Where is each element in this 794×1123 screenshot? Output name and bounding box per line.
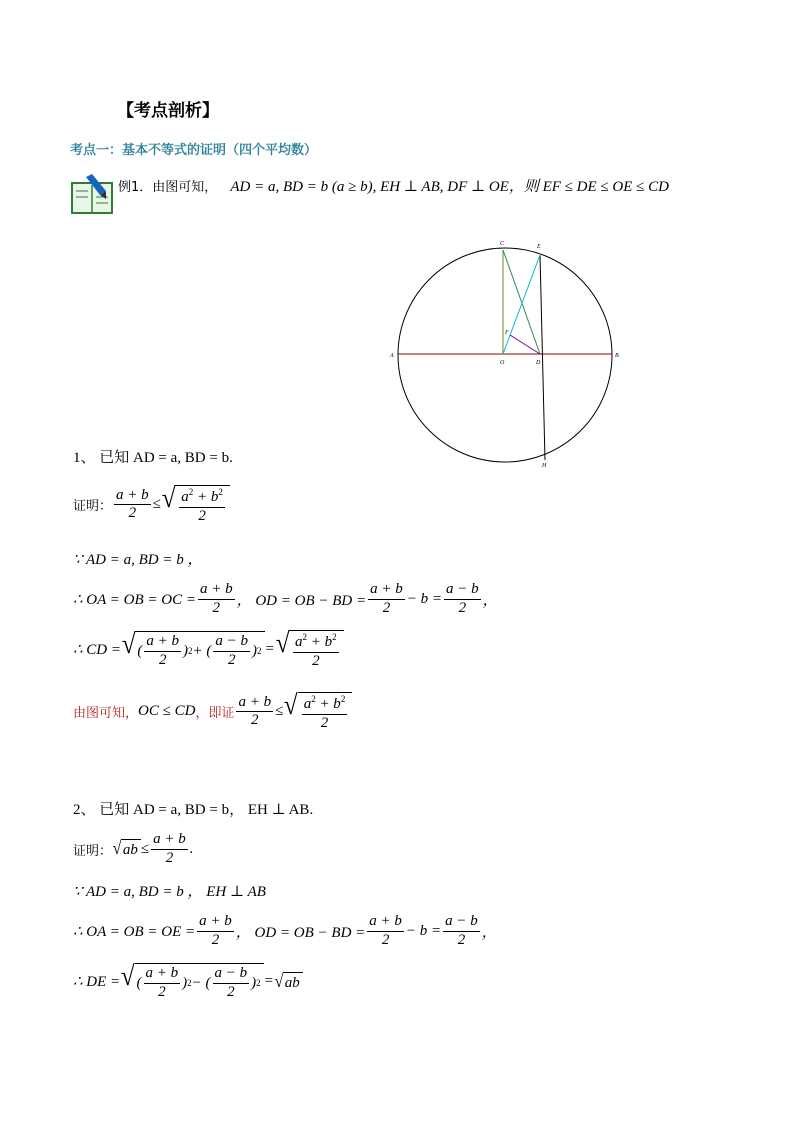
part2-since: ∵ AD = a, BD = b ， EH ⊥ AB <box>73 884 266 900</box>
section-title: 【考点剖析】 <box>117 101 219 121</box>
label-A: A <box>390 353 394 359</box>
example-statement: AD = a, BD = b (a ≥ b), EH ⊥ AB, DF ⊥ OE，则 EF ≤ DE ≤ OE ≤ CD <box>230 179 669 195</box>
part1-step2: ∴ CD = √ ( $\frac{a + b}{2}$ ) 2 + ( $\frac{a - b}{2}$ ) 2 = √ $\frac{a^2 + b^2}{2}$ <box>73 630 344 670</box>
label-O: O <box>500 360 505 366</box>
label-B: B <box>615 353 619 359</box>
part2-claim: 证明： √ ab ≤ $\frac{a + b}{2}$ . <box>73 831 194 866</box>
part2-step1: ∴ OA = OB = OE = $\frac{a + b}{2}$ ， OD = OB − BD = $\frac{a + b}{2}$ − b = $\frac{a - b}{2}$ ， <box>73 913 497 948</box>
frac-a-plus-b-over-2: $\frac{a + b}{2}$ <box>116 486 149 522</box>
label-E: E <box>537 244 541 250</box>
label-H: H <box>542 463 547 469</box>
example-line <box>118 175 669 196</box>
part1-since: ∵ AD = a, BD = b ， <box>73 552 203 568</box>
example-label: 例1．由图可知， <box>118 180 218 195</box>
part2-given: 2、 已知 AD = a, BD = b， EH ⊥ AB. <box>73 802 314 818</box>
topic-title: 考点一：基本不等式的证明（四个平均数） <box>70 143 318 158</box>
circle-figure <box>385 235 625 470</box>
part2-step2: ∴ DE = √ ( $\frac{a + b}{2}$ ) 2 − ( $\frac{a - b}{2}$ ) 2 = √ ab <box>73 963 303 1001</box>
part1-given: 1、 已知 AD = a, BD = b. <box>73 450 233 466</box>
part1-claim: 证明： $\frac{a + b}{2}$ ≤ √ $\frac{a^2 + b^2}{2}$ <box>73 485 230 525</box>
book-pencil-icon <box>70 173 116 215</box>
label-C: C <box>500 241 505 247</box>
part1-step1: ∴ OA = OB = OC = $\frac{a + b}{2}$ ， OD = OB − BD = $\frac{a + b}{2}$ − b = $\frac{a - b}{2}$ ， <box>73 581 498 616</box>
label-D: D <box>536 360 541 366</box>
sqrt-mean-square: √ $\frac{a^2 + b^2}{2}$ <box>161 485 230 525</box>
part1-conclusion: 由图可知， OC ≤ CD ，即证 $\frac{a + b}{2}$ ≤ √ $\frac{a^2 + b^2}{2}$ <box>73 692 352 732</box>
label-F: F <box>505 330 509 336</box>
